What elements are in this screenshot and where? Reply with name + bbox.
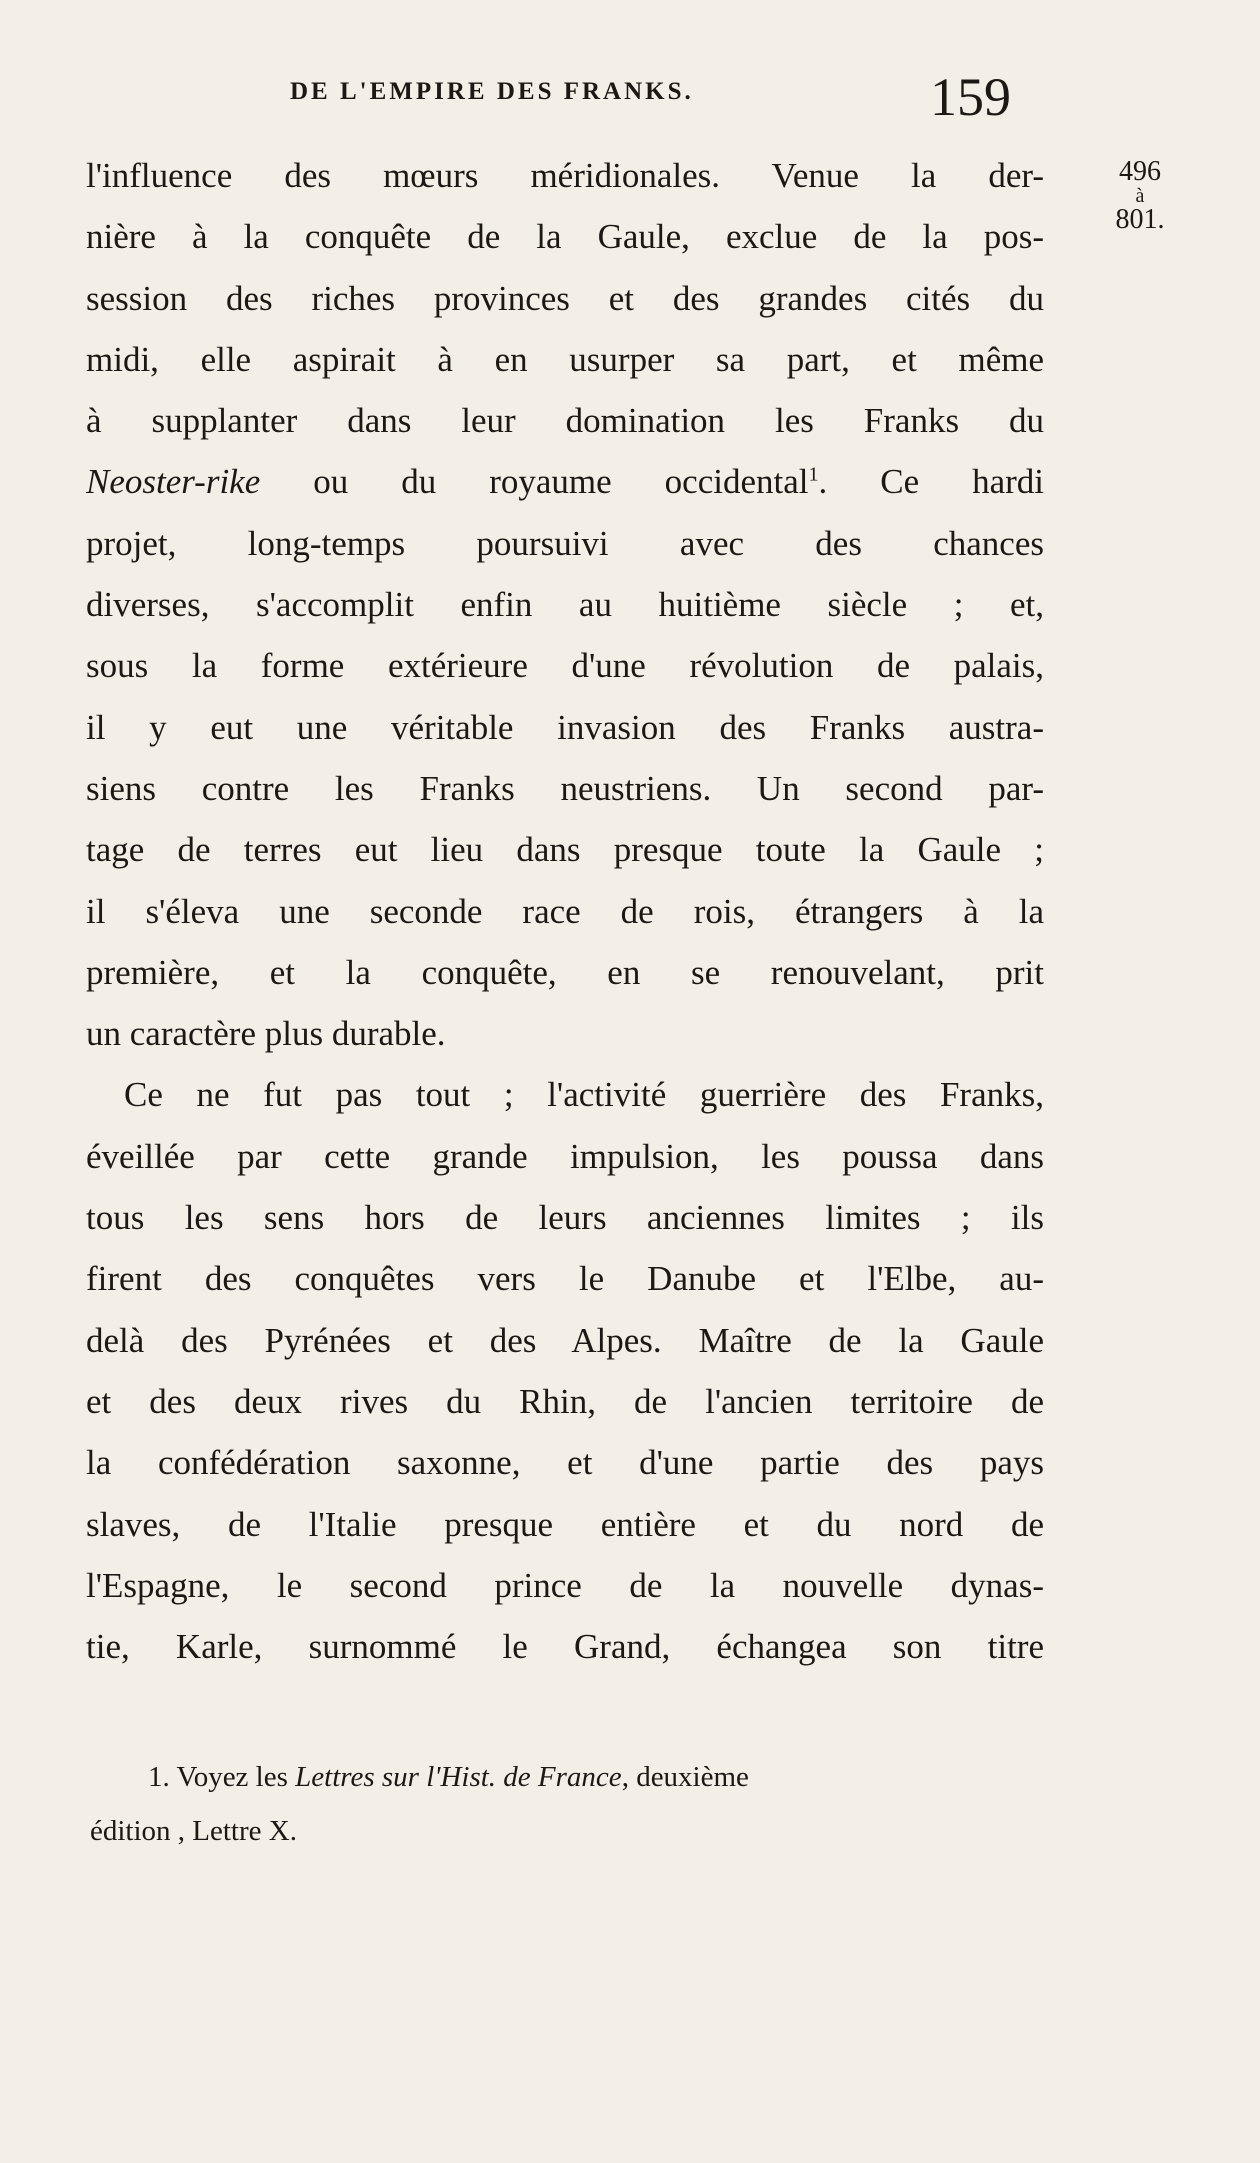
text-line: tous les sens hors de leurs anciennes limites ; ils (86, 1198, 1044, 1238)
text-line: firent des conquêtes vers le Danube et l'Elbe, au- (86, 1259, 1044, 1299)
text-line: la confédération saxonne, et d'une partie des pays (86, 1443, 1044, 1483)
footnote-line: édition , Lettre X. (90, 1815, 297, 1847)
text-line: Ce ne fut pas tout ; l'activité guerrière des Franks, (124, 1075, 1044, 1115)
footnote-italic-title: Lettres sur l'Hist. de France (295, 1761, 622, 1793)
main-text (86, 145, 1044, 1677)
text-line: à supplanter dans leur domination les Franks du (86, 401, 1044, 441)
margin-date-note (1080, 158, 1200, 234)
text-line: siens contre les Franks neustriens. Un second par- (86, 768, 1044, 808)
text-line: tie, Karle, surnommé le Grand, échangea son titre (86, 1627, 1044, 1667)
footnote-line (148, 1750, 1048, 1804)
text-line: session des riches provinces et des grandes cités du (86, 278, 1044, 318)
text-line: diverses, s'accomplit enfin au huitième siècle ; et, (86, 585, 1044, 625)
text-line: il s'éleva une seconde race de rois, étrangers à la (86, 891, 1044, 931)
footnote-prefix: Voyez les (176, 1761, 288, 1793)
footnotes (90, 1750, 1048, 1858)
margin-year-start: 496 (1119, 156, 1161, 187)
text-line: l'Espagne, le second prince de la nouvelle dynas- (86, 1565, 1044, 1605)
text-line: delà des Pyrénées et des Alpes. Maître de la Gaule (86, 1320, 1044, 1360)
text-line-with-footnote (86, 451, 1044, 512)
text-fragment: . Ce hardi (818, 462, 1045, 502)
footnote-suffix: , deuxième (621, 1761, 749, 1793)
margin-year-end: 801. (1115, 204, 1165, 235)
text-line: projet, long-temps poursuivi avec des chances (86, 523, 1044, 563)
footnote-marker: 1. (148, 1761, 170, 1793)
running-title: DE L'EMPIRE DES FRANKS. (290, 78, 694, 105)
text-fragment: ou du royaume occidental (313, 462, 809, 502)
text-line: éveillée par cette grande impulsion, les poussa dans (86, 1136, 1044, 1176)
text-line: slaves, de l'Italie presque entière et du nord de (86, 1504, 1044, 1544)
text-line: il y eut une véritable invasion des Franks austra- (86, 707, 1044, 747)
margin-separator: à (1135, 185, 1145, 207)
page-number: 159 (930, 67, 1011, 127)
text-line: nière à la conquête de la Gaule, exclue de la pos- (86, 217, 1044, 257)
text-line: et des deux rives du Rhin, de l'ancien territoire de (86, 1381, 1044, 1421)
text-line: tage de terres eut lieu dans presque toute la Gaule ; (86, 830, 1044, 870)
text-line: midi, elle aspirait à en usurper sa part, et même (86, 339, 1044, 379)
text-line: l'influence des mœurs méridionales. Venue la der- (86, 156, 1044, 195)
text-line: sous la forme extérieure d'une révolution de palais, (86, 646, 1044, 686)
text-line: un caractère plus durable. (86, 1014, 446, 1054)
text-line: première, et la conquête, en se renouvelant, prit (86, 952, 1044, 992)
italic-term: Neoster-rike (86, 462, 261, 502)
footnote-reference: 1 (808, 463, 819, 486)
